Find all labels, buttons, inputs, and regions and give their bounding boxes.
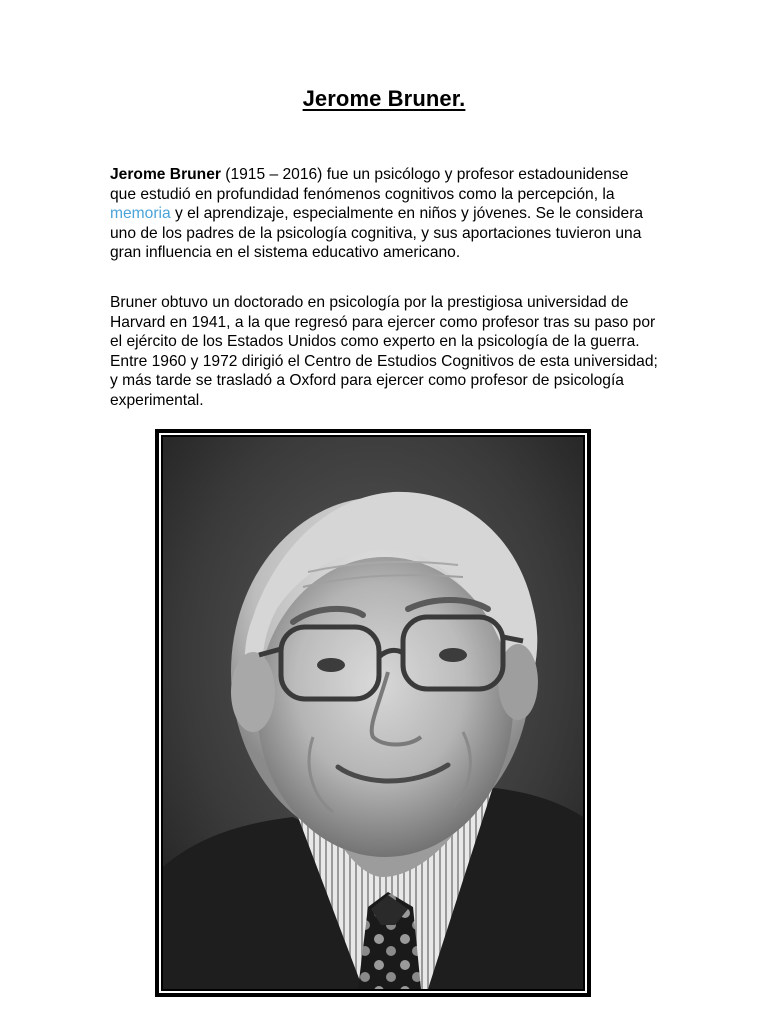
career-paragraph: Bruner obtuvo un doctorado en psicología por la prestigiosa universidad de Harvard en 1941, a la que regresó para ejercer como profesor tras su paso por el ejército de los Estados Unidos como experto en la psicología de la guerra. Entre 1960 y 1972 dirigió el Centro de Estudios Cognitivos de esta universidad; y más tarde se trasladó a Oxford para ejercer como profesor de psicología experimental. <box>110 294 658 409</box>
person-name: Jerome Bruner <box>110 166 221 183</box>
portrait-photo <box>163 437 583 989</box>
intro-paragraph <box>110 165 658 263</box>
portrait-image <box>163 437 583 989</box>
memoria-link[interactable]: memoria <box>110 205 171 223</box>
intro-text-end: y el aprendizaje, especialmente en niños y jóvenes. Se le considera uno de los padres de la psicología cognitiva, y sus aportaciones tuvieron una gran influencia en el sistema educativo americano. <box>110 205 644 262</box>
intro-text-start: (1915 – 2016) fue un psicólogo y profesor estadounidense que estudió en profundidad fenómenos cognitivos como la percepción, la <box>110 166 629 203</box>
portrait-frame <box>155 429 591 997</box>
page-title: Jerome Bruner. <box>302 86 466 111</box>
